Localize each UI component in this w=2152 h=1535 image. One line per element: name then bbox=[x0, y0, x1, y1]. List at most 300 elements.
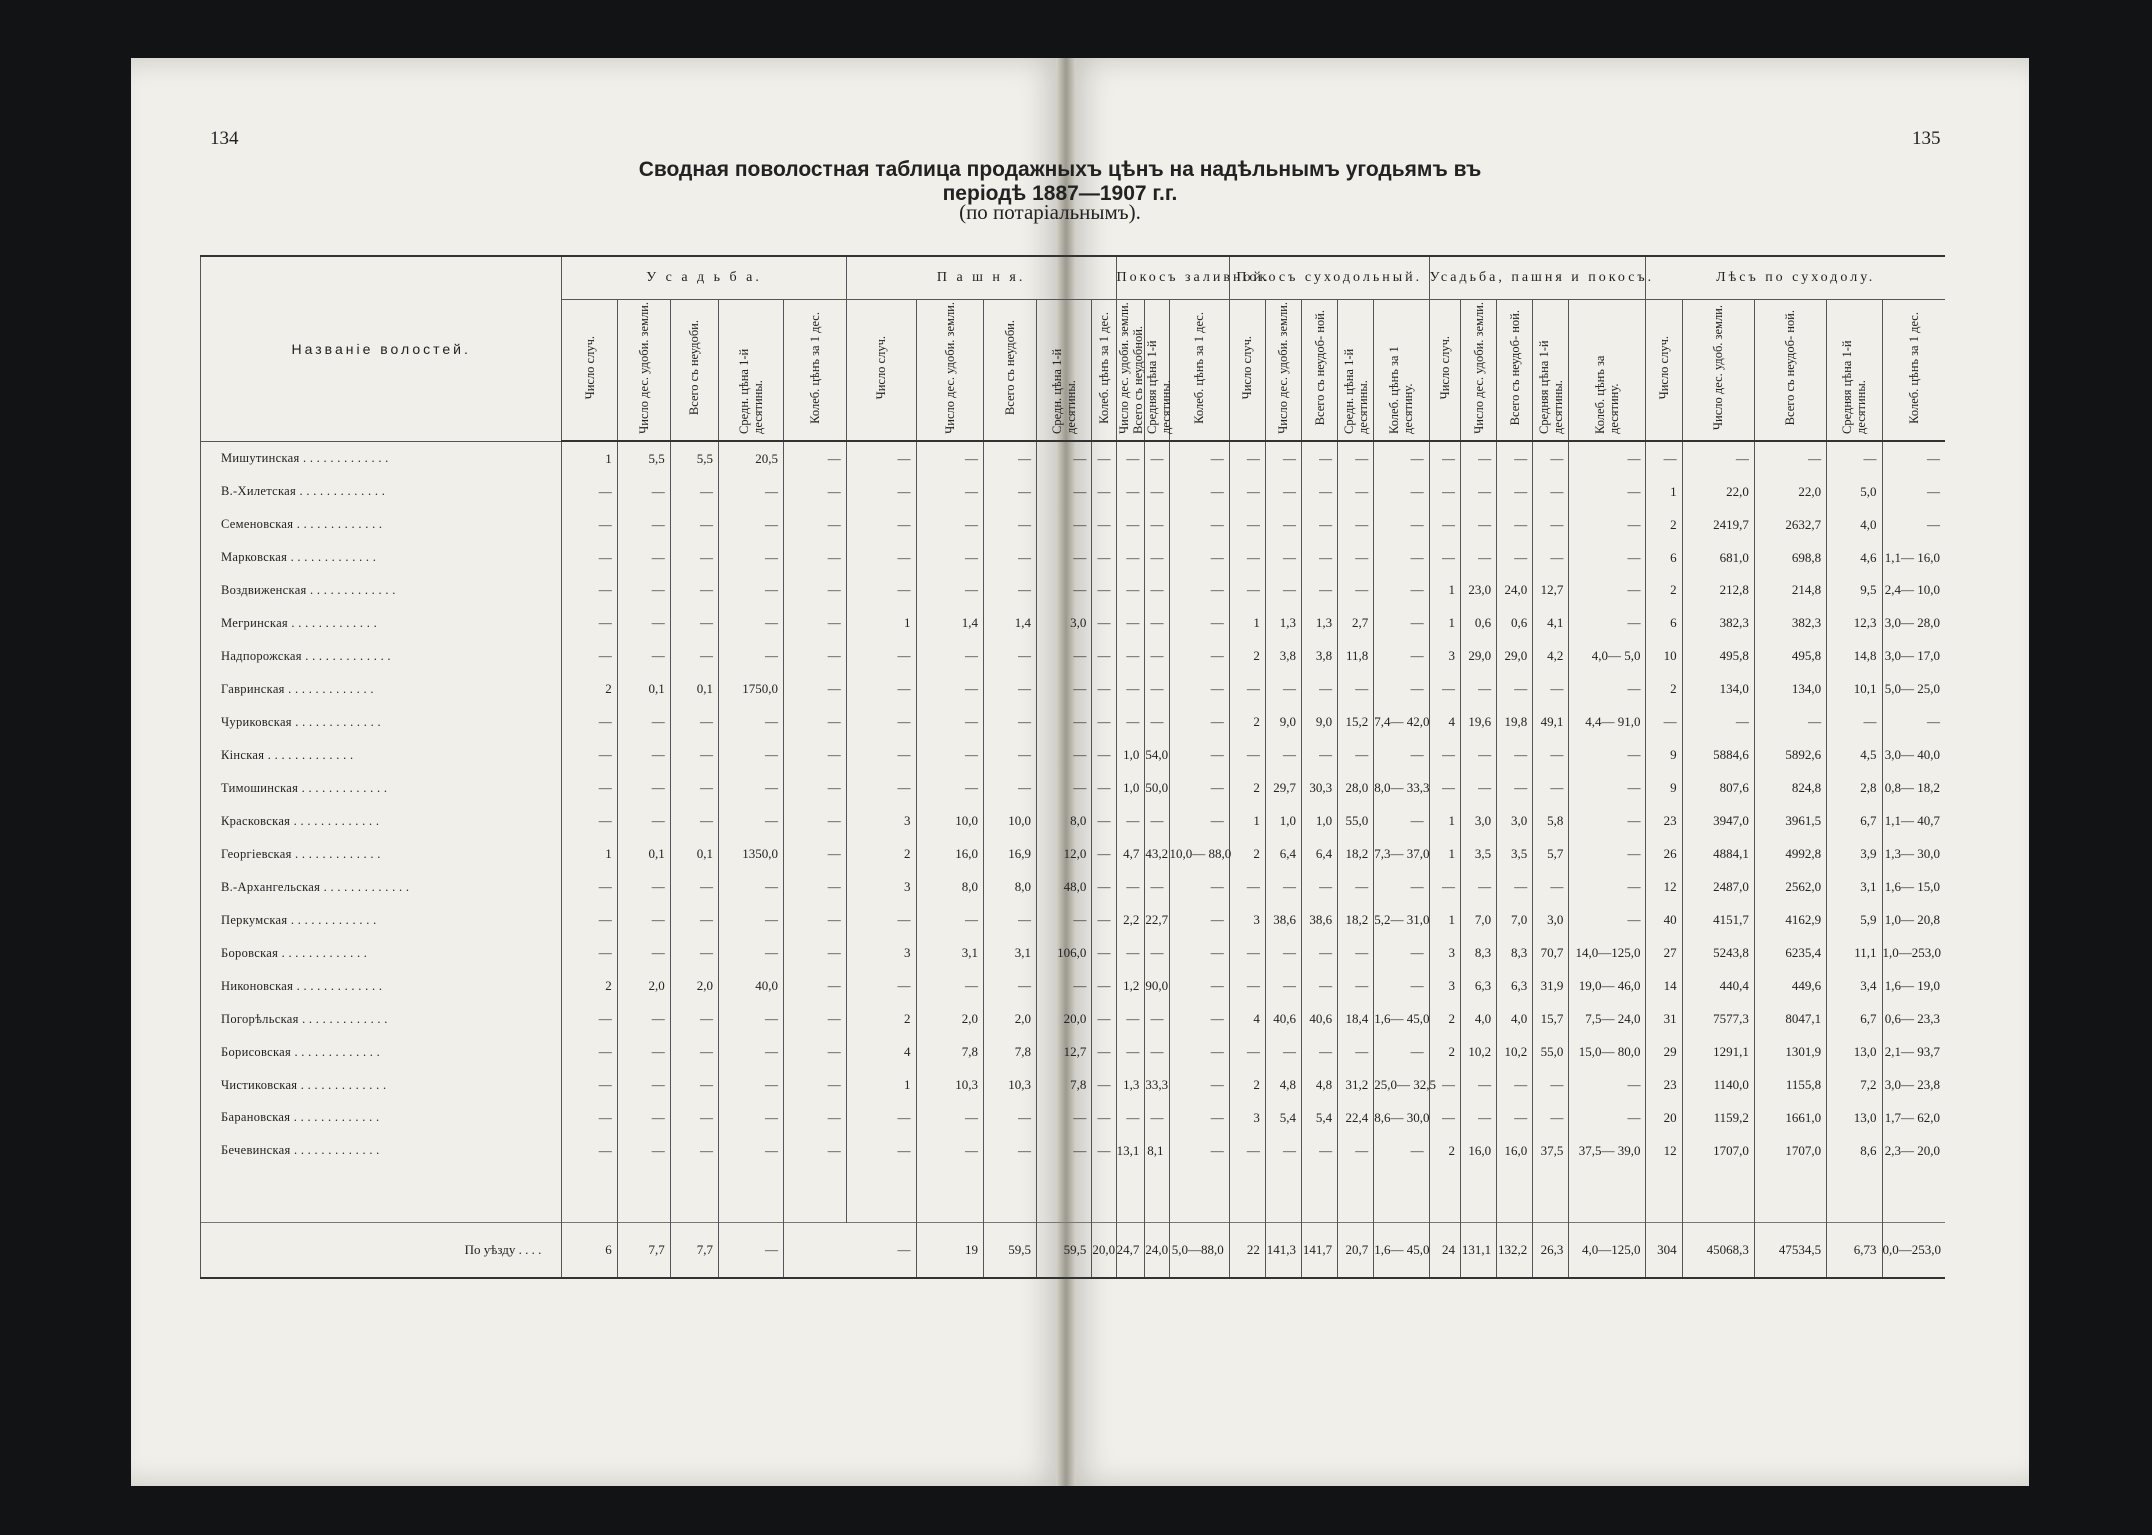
column-header-label: Средн. цѣна 1-й десятины. bbox=[1050, 348, 1079, 434]
table-cell: 5,4 bbox=[1265, 1102, 1301, 1135]
table-cell: — bbox=[562, 475, 617, 508]
table-cell: — bbox=[670, 1134, 718, 1167]
empty-cell bbox=[718, 1167, 783, 1222]
table-cell: — bbox=[1116, 1036, 1145, 1069]
table-cell: — bbox=[1265, 937, 1301, 970]
table-cell: 4884,1 bbox=[1682, 838, 1754, 871]
column-header-label: Колеб. цѣнъ за 1 дес. bbox=[1192, 312, 1207, 424]
table-cell: 18,2 bbox=[1338, 838, 1374, 871]
table-cell: 1,3 bbox=[1302, 607, 1338, 640]
column-header-label: Число случ. bbox=[1437, 336, 1452, 400]
table-cell: 1350,0 bbox=[718, 838, 783, 871]
table-cell: — bbox=[1429, 871, 1460, 904]
table-cell: 2,3— 20,0 bbox=[1882, 1134, 1945, 1167]
empty-cell bbox=[1302, 1167, 1338, 1222]
table-cell: 6,4 bbox=[1265, 838, 1301, 871]
table-cell: 2 bbox=[1229, 1069, 1265, 1102]
table-cell: — bbox=[1229, 1036, 1265, 1069]
table-cell: — bbox=[1116, 441, 1145, 475]
table-cell: 20 bbox=[1646, 1102, 1682, 1135]
table-cell: — bbox=[1229, 970, 1265, 1003]
table-cell: — bbox=[1682, 441, 1754, 475]
table-cell: — bbox=[916, 475, 983, 508]
table-cell: 6235,4 bbox=[1754, 937, 1826, 970]
table-cell: 1,3 bbox=[1116, 1069, 1145, 1102]
table-cell: — bbox=[1092, 772, 1116, 805]
table-cell: 2562,0 bbox=[1754, 871, 1826, 904]
table-cell: 0,8— 18,2 bbox=[1882, 772, 1945, 805]
table-cell: 23,0 bbox=[1460, 574, 1496, 607]
table-cell: 10,0— 88,0 bbox=[1169, 838, 1229, 871]
table-cell: 8047,1 bbox=[1754, 1003, 1826, 1036]
table-cell: 10,1 bbox=[1827, 673, 1882, 706]
table-row bbox=[201, 574, 1946, 607]
table-cell: — bbox=[1037, 640, 1092, 673]
table-cell: 31,9 bbox=[1533, 970, 1569, 1003]
table-cell: — bbox=[784, 441, 847, 475]
table-cell: — bbox=[1302, 508, 1338, 541]
table-row bbox=[201, 508, 1946, 541]
table-cell: — bbox=[1169, 541, 1229, 574]
table-row bbox=[201, 441, 1946, 475]
volost-name: Бечевинская . . . . . . . . . . . . . bbox=[201, 1134, 562, 1167]
table-cell: 824,8 bbox=[1754, 772, 1826, 805]
column-header bbox=[718, 300, 783, 442]
table-cell: 12,7 bbox=[1037, 1036, 1092, 1069]
table-cell: 15,0— 80,0 bbox=[1569, 1036, 1646, 1069]
table-cell: — bbox=[1882, 441, 1945, 475]
table-cell: — bbox=[1265, 574, 1301, 607]
table-cell: — bbox=[1338, 937, 1374, 970]
table-cell: 2 bbox=[1229, 706, 1265, 739]
empty-cell bbox=[846, 1167, 916, 1222]
price-table bbox=[200, 255, 1945, 1279]
table-cell: 16,0 bbox=[916, 838, 983, 871]
table-cell: 1159,2 bbox=[1682, 1102, 1754, 1135]
table-cell: — bbox=[784, 871, 847, 904]
table-cell: — bbox=[562, 805, 617, 838]
table-cell: — bbox=[1374, 871, 1429, 904]
table-cell: — bbox=[718, 937, 783, 970]
table-cell: — bbox=[1429, 541, 1460, 574]
table-cell: 22,7 bbox=[1145, 904, 1169, 937]
empty-cell bbox=[1265, 1167, 1301, 1222]
total-row bbox=[201, 1222, 1946, 1278]
table-cell: 3,0— 40,0 bbox=[1882, 739, 1945, 772]
table-cell: — bbox=[617, 1069, 670, 1102]
table-cell: — bbox=[1145, 508, 1169, 541]
table-cell: — bbox=[1569, 607, 1646, 640]
table-cell: — bbox=[1116, 871, 1145, 904]
table-cell: 2,8 bbox=[1827, 772, 1882, 805]
table-cell: — bbox=[718, 508, 783, 541]
table-cell: — bbox=[718, 1134, 783, 1167]
table-cell: 1,1— 40,7 bbox=[1882, 805, 1945, 838]
table-cell: — bbox=[718, 541, 783, 574]
column-header-label: Колеб. цѣнъ за 1 дес. bbox=[1906, 312, 1921, 424]
table-cell: 10,2 bbox=[1460, 1036, 1496, 1069]
table-cell: 2 bbox=[1429, 1003, 1460, 1036]
table-cell: — bbox=[1460, 541, 1496, 574]
table-cell: — bbox=[1169, 1003, 1229, 1036]
table-cell: 1 bbox=[1646, 475, 1682, 508]
table-cell: — bbox=[670, 1036, 718, 1069]
table-cell: — bbox=[562, 574, 617, 607]
table-cell: — bbox=[1374, 1036, 1429, 1069]
table-cell: 5,0— 25,0 bbox=[1882, 673, 1945, 706]
table-cell: — bbox=[1429, 1069, 1460, 1102]
table-cell: 2 bbox=[846, 1003, 916, 1036]
table-cell: 495,8 bbox=[1682, 640, 1754, 673]
table-cell: — bbox=[984, 1134, 1037, 1167]
column-header-label: Всего съ неудоб- ной. bbox=[1783, 310, 1798, 426]
table-cell: 681,0 bbox=[1682, 541, 1754, 574]
table-cell: — bbox=[1116, 805, 1145, 838]
column-header bbox=[1229, 300, 1265, 442]
table-cell: — bbox=[784, 970, 847, 1003]
table-cell: — bbox=[1497, 673, 1533, 706]
table-cell: 4162,9 bbox=[1754, 904, 1826, 937]
group-header: Покосъ суходольный. bbox=[1229, 256, 1429, 300]
table-cell: 2 bbox=[1429, 1036, 1460, 1069]
table-cell: — bbox=[1374, 574, 1429, 607]
table-cell: 1,0 bbox=[1116, 772, 1145, 805]
table-cell: 90,0 bbox=[1145, 970, 1169, 1003]
table-cell: — bbox=[1338, 541, 1374, 574]
table-cell: 7,0 bbox=[1460, 904, 1496, 937]
table-cell: — bbox=[1460, 772, 1496, 805]
table-row bbox=[201, 607, 1946, 640]
volost-name: Никоновская . . . . . . . . . . . . . bbox=[201, 970, 562, 1003]
table-cell: — bbox=[1169, 1036, 1229, 1069]
table-cell: — bbox=[1569, 772, 1646, 805]
table-cell: — bbox=[1145, 441, 1169, 475]
table-cell: — bbox=[1145, 871, 1169, 904]
table-cell: 3,0 bbox=[1037, 607, 1092, 640]
table-cell: — bbox=[670, 1102, 718, 1135]
column-header-label: Всего съ неудоби. bbox=[1003, 320, 1017, 416]
table-cell: — bbox=[784, 805, 847, 838]
table-cell: 6,7 bbox=[1827, 1003, 1882, 1036]
table-cell: 15,2 bbox=[1338, 706, 1374, 739]
column-header-label: Всего съ неудоб- ной. bbox=[1312, 310, 1327, 426]
table-cell: — bbox=[784, 1134, 847, 1167]
total-cell: 7,7 bbox=[617, 1222, 670, 1278]
table-cell: 3 bbox=[1229, 904, 1265, 937]
table-cell: — bbox=[1460, 673, 1496, 706]
table-cell: 382,3 bbox=[1682, 607, 1754, 640]
table-cell: — bbox=[1338, 871, 1374, 904]
volost-name: Мегринская . . . . . . . . . . . . . bbox=[201, 607, 562, 640]
table-cell: — bbox=[846, 1102, 916, 1135]
total-cell: 59,5 bbox=[1037, 1222, 1092, 1278]
table-cell: — bbox=[916, 640, 983, 673]
table-cell: — bbox=[1569, 673, 1646, 706]
table-cell: 1,0— 20,8 bbox=[1882, 904, 1945, 937]
table-cell: 2 bbox=[1646, 673, 1682, 706]
table-cell: — bbox=[846, 475, 916, 508]
table-cell: 16,9 bbox=[984, 838, 1037, 871]
table-cell: 0,1 bbox=[670, 673, 718, 706]
table-row bbox=[201, 1134, 1946, 1167]
table-cell: 4,1 bbox=[1533, 607, 1569, 640]
table-cell: 7,3— 37,0 bbox=[1374, 838, 1429, 871]
table-cell: 7,2 bbox=[1827, 1069, 1882, 1102]
table-cell: 29 bbox=[1646, 1036, 1682, 1069]
table-cell: 29,0 bbox=[1460, 640, 1496, 673]
table-cell: — bbox=[916, 673, 983, 706]
table-cell: 1140,0 bbox=[1682, 1069, 1754, 1102]
table-cell: — bbox=[1533, 441, 1569, 475]
table-cell: 1301,9 bbox=[1754, 1036, 1826, 1069]
volost-name: Семеновская . . . . . . . . . . . . . bbox=[201, 508, 562, 541]
total-cell: 0,0—253,0 bbox=[1882, 1222, 1945, 1278]
table-cell: 1 bbox=[1429, 904, 1460, 937]
table-row bbox=[201, 904, 1946, 937]
table-cell: — bbox=[617, 1036, 670, 1069]
table-cell: — bbox=[1497, 475, 1533, 508]
table-cell: 0,1 bbox=[617, 838, 670, 871]
total-cell: 47534,5 bbox=[1754, 1222, 1826, 1278]
table-cell: — bbox=[1169, 508, 1229, 541]
table-cell: 5,8 bbox=[1533, 805, 1569, 838]
table-cell: — bbox=[784, 838, 847, 871]
table-cell: 4,6 bbox=[1827, 541, 1882, 574]
table-cell: — bbox=[1092, 475, 1116, 508]
column-header bbox=[1302, 300, 1338, 442]
table-cell: — bbox=[1302, 441, 1338, 475]
table-cell: 4,4— 91,0 bbox=[1569, 706, 1646, 739]
table-cell: — bbox=[1145, 1003, 1169, 1036]
table-cell: — bbox=[1460, 508, 1496, 541]
table-cell: — bbox=[718, 607, 783, 640]
table-cell: — bbox=[1302, 739, 1338, 772]
table-cell: — bbox=[562, 739, 617, 772]
table-cell: — bbox=[1569, 838, 1646, 871]
table-cell: 2,0 bbox=[916, 1003, 983, 1036]
volost-name: Чистиковская . . . . . . . . . . . . . bbox=[201, 1069, 562, 1102]
table-cell: — bbox=[1569, 541, 1646, 574]
table-cell: 70,7 bbox=[1533, 937, 1569, 970]
table-cell: 15,7 bbox=[1533, 1003, 1569, 1036]
table-row bbox=[201, 739, 1946, 772]
table-cell: 4992,8 bbox=[1754, 838, 1826, 871]
table-cell: — bbox=[1374, 508, 1429, 541]
table-cell: 440,4 bbox=[1682, 970, 1754, 1003]
table-cell: 55,0 bbox=[1533, 1036, 1569, 1069]
table-cell: — bbox=[562, 1003, 617, 1036]
table-cell: — bbox=[617, 937, 670, 970]
table-cell: — bbox=[1338, 475, 1374, 508]
table-cell: 449,6 bbox=[1754, 970, 1826, 1003]
column-header bbox=[1569, 300, 1646, 442]
column-header bbox=[1827, 300, 1882, 442]
table-cell: — bbox=[670, 607, 718, 640]
volost-name: Воздвиженская . . . . . . . . . . . . . bbox=[201, 574, 562, 607]
table-cell: — bbox=[1460, 1069, 1496, 1102]
table-cell: 8,3 bbox=[1460, 937, 1496, 970]
table-cell: — bbox=[562, 1102, 617, 1135]
table-cell: 2 bbox=[846, 838, 916, 871]
column-header bbox=[1265, 300, 1301, 442]
table-cell: 12,3 bbox=[1827, 607, 1882, 640]
table-cell: 3 bbox=[1429, 640, 1460, 673]
table-cell: 8,1 bbox=[1145, 1134, 1169, 1167]
table-cell: — bbox=[617, 805, 670, 838]
table-row bbox=[201, 475, 1946, 508]
column-header bbox=[1460, 300, 1496, 442]
table-cell: 4,0— 5,0 bbox=[1569, 640, 1646, 673]
table-cell: — bbox=[1533, 541, 1569, 574]
table-row bbox=[201, 706, 1946, 739]
table-cell: 5884,6 bbox=[1682, 739, 1754, 772]
table-cell: 8,0 bbox=[984, 871, 1037, 904]
total-cell: 26,3 bbox=[1533, 1222, 1569, 1278]
table-cell: — bbox=[617, 508, 670, 541]
table-cell: — bbox=[1145, 607, 1169, 640]
column-header-label: Колеб. цѣнъ за 1 дес. bbox=[1096, 312, 1111, 424]
table-cell: 20,0 bbox=[1037, 1003, 1092, 1036]
table-cell: — bbox=[1265, 508, 1301, 541]
table-cell: — bbox=[1229, 871, 1265, 904]
table-cell: 10,3 bbox=[916, 1069, 983, 1102]
table-cell: — bbox=[1497, 772, 1533, 805]
table-cell: — bbox=[617, 1003, 670, 1036]
table-row bbox=[201, 640, 1946, 673]
table-cell: 30,3 bbox=[1302, 772, 1338, 805]
table-cell: — bbox=[916, 739, 983, 772]
table-cell: 4,8 bbox=[1302, 1069, 1338, 1102]
table-cell: — bbox=[718, 871, 783, 904]
table-cell: — bbox=[784, 1003, 847, 1036]
table-cell: 7,0 bbox=[1497, 904, 1533, 937]
table-cell: — bbox=[916, 574, 983, 607]
table-cell: 3 bbox=[1429, 937, 1460, 970]
table-cell: — bbox=[1037, 508, 1092, 541]
table-cell: 698,8 bbox=[1754, 541, 1826, 574]
volost-name: Красковская . . . . . . . . . . . . . bbox=[201, 805, 562, 838]
table-cell: 40,6 bbox=[1265, 1003, 1301, 1036]
table-cell: — bbox=[784, 706, 847, 739]
table-cell: — bbox=[670, 475, 718, 508]
table-cell: 4 bbox=[1229, 1003, 1265, 1036]
table-cell: 1 bbox=[562, 838, 617, 871]
table-cell: — bbox=[1092, 607, 1116, 640]
table-cell: 3,1 bbox=[1827, 871, 1882, 904]
table-cell: — bbox=[670, 772, 718, 805]
table-cell: — bbox=[1302, 541, 1338, 574]
table-cell: 7,5— 24,0 bbox=[1569, 1003, 1646, 1036]
table-cell: 5,4 bbox=[1302, 1102, 1338, 1135]
empty-cell bbox=[562, 1167, 617, 1222]
table-cell: 1,0 bbox=[1302, 805, 1338, 838]
table-cell: 4,8 bbox=[1265, 1069, 1301, 1102]
table-cell: — bbox=[1145, 574, 1169, 607]
column-header bbox=[1646, 300, 1682, 442]
table-cell: 13,0 bbox=[1827, 1102, 1882, 1135]
total-cell: 20,0 bbox=[1092, 1222, 1116, 1278]
table-cell: 40,6 bbox=[1302, 1003, 1338, 1036]
table-cell: 12,0 bbox=[1037, 838, 1092, 871]
table-cell: — bbox=[617, 904, 670, 937]
table-cell: 2419,7 bbox=[1682, 508, 1754, 541]
table-cell: — bbox=[1092, 706, 1116, 739]
table-cell: 49,1 bbox=[1533, 706, 1569, 739]
table-cell: — bbox=[1338, 673, 1374, 706]
table-cell: 9 bbox=[1646, 772, 1682, 805]
table-cell: — bbox=[1116, 475, 1145, 508]
table-cell: — bbox=[1145, 541, 1169, 574]
table-cell: — bbox=[718, 1069, 783, 1102]
table-cell: — bbox=[718, 904, 783, 937]
table-cell: — bbox=[1037, 673, 1092, 706]
table-cell: — bbox=[1754, 706, 1826, 739]
empty-cell bbox=[916, 1167, 983, 1222]
table-cell: — bbox=[617, 739, 670, 772]
table-cell: — bbox=[670, 904, 718, 937]
table-cell: 3,1 bbox=[984, 937, 1037, 970]
table-cell: — bbox=[1116, 706, 1145, 739]
table-cell: — bbox=[1229, 937, 1265, 970]
table-cell: — bbox=[1265, 441, 1301, 475]
volost-name: Гавринская . . . . . . . . . . . . . bbox=[201, 673, 562, 706]
table-cell: — bbox=[1145, 805, 1169, 838]
table-cell: — bbox=[1374, 805, 1429, 838]
table-cell: — bbox=[1429, 508, 1460, 541]
table-cell: — bbox=[1037, 706, 1092, 739]
table-cell: — bbox=[1229, 673, 1265, 706]
table-cell: 1707,0 bbox=[1754, 1134, 1826, 1167]
table-cell: 1,0 bbox=[1265, 805, 1301, 838]
table-cell: — bbox=[1497, 541, 1533, 574]
table-cell: — bbox=[1169, 1102, 1229, 1135]
table-cell: 3,8 bbox=[1302, 640, 1338, 673]
table-cell: 1 bbox=[562, 441, 617, 475]
table-cell: 3 bbox=[846, 805, 916, 838]
volost-name: Барановская . . . . . . . . . . . . . bbox=[201, 1102, 562, 1135]
total-cell: 6,73 bbox=[1827, 1222, 1882, 1278]
table-cell: — bbox=[1265, 673, 1301, 706]
empty-cell bbox=[1827, 1167, 1882, 1222]
column-header-label: Число дес. удоби. земли. bbox=[1471, 302, 1486, 434]
column-header-label: Число дес. удоби. земли. bbox=[636, 302, 651, 434]
volost-name: Мишутинская . . . . . . . . . . . . . bbox=[201, 441, 562, 475]
table-cell: — bbox=[1569, 1102, 1646, 1135]
volost-name: Борисовская . . . . . . . . . . . . . bbox=[201, 1036, 562, 1069]
table-cell: 13,0 bbox=[1827, 1036, 1882, 1069]
table-cell: — bbox=[1229, 508, 1265, 541]
total-cell: 7,7 bbox=[670, 1222, 718, 1278]
table-cell: 2,2 bbox=[1116, 904, 1145, 937]
table-cell: — bbox=[1092, 1036, 1116, 1069]
table-cell: — bbox=[1092, 508, 1116, 541]
table-cell: — bbox=[784, 1102, 847, 1135]
empty-cell bbox=[1338, 1167, 1374, 1222]
table-cell: 19,8 bbox=[1497, 706, 1533, 739]
table-cell: — bbox=[718, 805, 783, 838]
table-cell: — bbox=[1374, 640, 1429, 673]
table-cell: — bbox=[617, 1102, 670, 1135]
column-header-label: Число дес. удоб. земли. bbox=[1711, 305, 1726, 431]
table-cell: 1155,8 bbox=[1754, 1069, 1826, 1102]
table-cell: 7,8 bbox=[984, 1036, 1037, 1069]
column-header bbox=[1882, 300, 1945, 442]
table-cell: — bbox=[846, 970, 916, 1003]
table-cell: — bbox=[718, 1036, 783, 1069]
table-cell: 214,8 bbox=[1754, 574, 1826, 607]
table-cell: — bbox=[984, 508, 1037, 541]
table-cell: — bbox=[1338, 1134, 1374, 1167]
